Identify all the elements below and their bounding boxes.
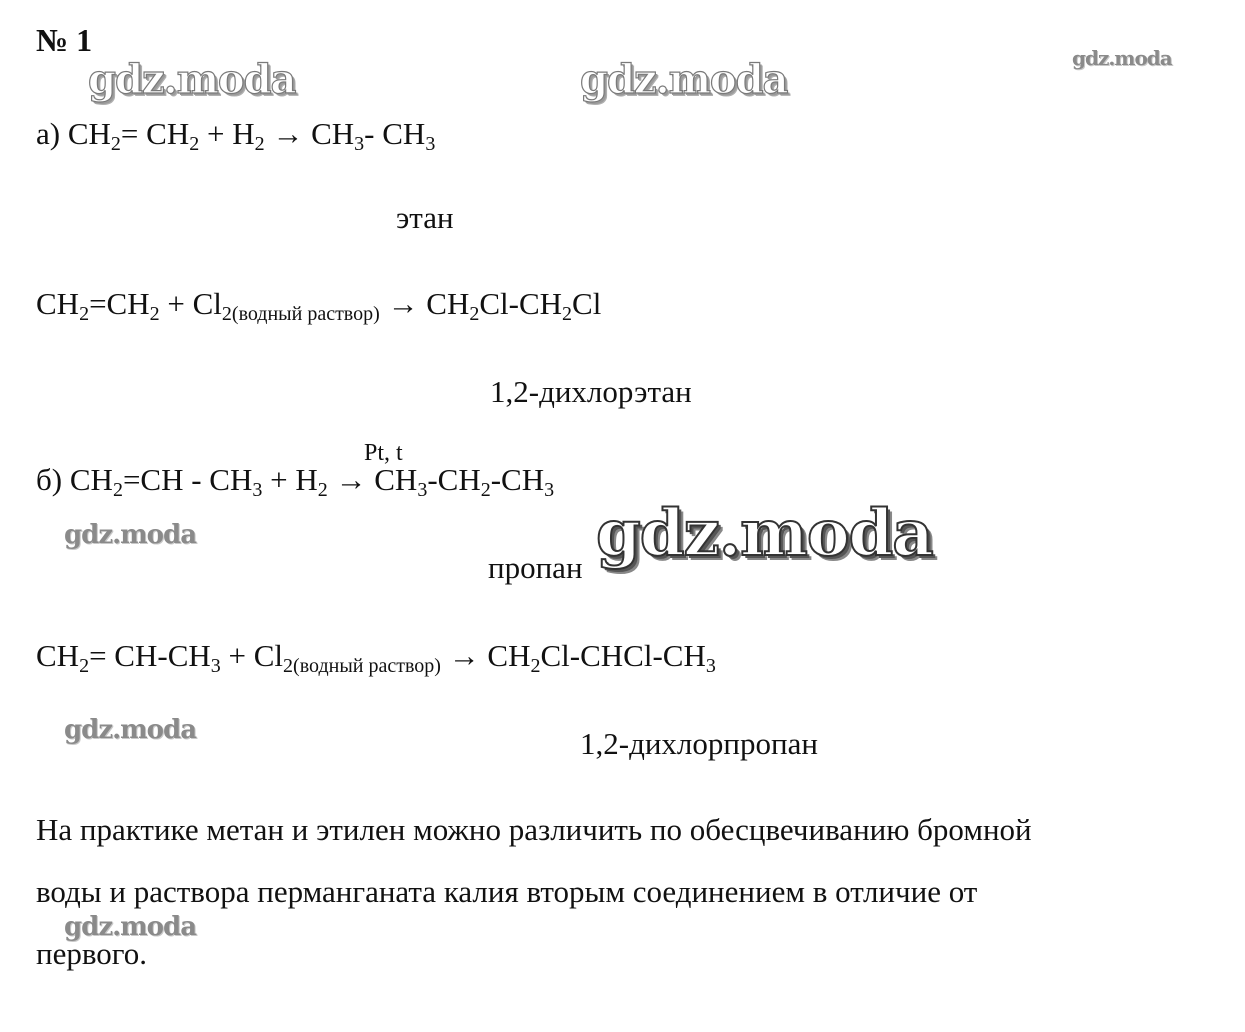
product-name-dichloropropane: 1,2-дихлорпропан <box>580 726 818 761</box>
watermark-logo: gdz.moda <box>64 912 197 942</box>
product-name-dichloroethane: 1,2-дихлорэтан <box>490 374 692 409</box>
equation-b1: б) $CH_2=CH - CH_3 + H_2 \to CH_3-CH_2-CH_3$ <box>36 462 555 501</box>
watermark-logo: gdz.moda <box>580 56 788 103</box>
equation-b2: $CH_2= CH-CH_3 + Cl_{2(водный раствор)}$ → $CH_2Cl-CHCl-CH_3$ <box>36 638 716 677</box>
watermark-logo: gdz.moda <box>64 520 197 550</box>
equation-a1: а) $CH_2= CH_2 + H_2 \to CH_3-$ $CH_3$ <box>36 116 436 155</box>
watermark-logo: gdz.moda <box>88 56 296 103</box>
equation-a2: $CH_2=CH_2 + Cl_{2(водный раствор)} \to CH_2Cl-CH_2Cl$ <box>36 286 602 325</box>
watermark-logo: gdz.moda <box>64 715 197 745</box>
conclusion-line-2: воды и раствора перманганата калия вторым соединением в отличие от <box>36 874 978 909</box>
task-number: № 1 <box>36 22 93 58</box>
watermark-logo: gdz.moda <box>596 496 933 571</box>
conclusion-line-1: На практике метан и этилен можно различить по обесцвечиванию бромной <box>36 812 1032 847</box>
product-name-ethane: этан <box>396 200 454 235</box>
product-name-propane: пропан <box>488 550 583 585</box>
conclusion-line-3: первого. <box>36 936 147 971</box>
watermark-logo: gdz.moda <box>1072 46 1172 70</box>
reaction-condition: Pt, t <box>364 440 403 466</box>
